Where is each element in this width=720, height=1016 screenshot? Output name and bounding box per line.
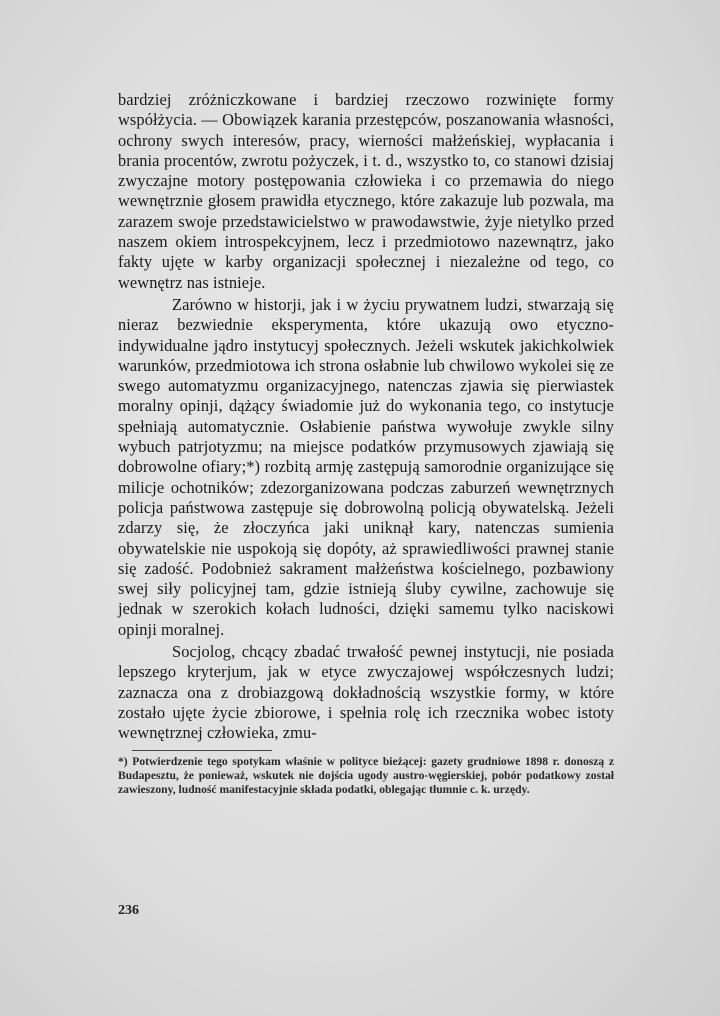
paragraph-2: Zarówno w historji, jak i w życiu prywatnem ludzi, stwarzają się nieraz bezwiednie eksperymenta, które ukazują owo etyczno-indywidualne jądro instytucyj społecznych. Jeżeli wskutek jakichkolwiek warunków, przedmiotowa ich strona osłabnie lub chwilowo wykolei się ze swego automatyzmu organizacyjnego, natenczas zjawia się pierwiastek moralny opinji, dążący świadomie już do wykonania tego, co instytucje spełniają automatycznie. Osłabienie państwa wywołuje zwykle silny wybuch patrjotyzmu; na miejsce podatków przymusowych zjawiają się dobrowolne ofiary;*) rozbitą armję zastępują samorodnie organizujące się milicje ochotników; zdezorganizowana podczas zaburzeń wewnętrznych policja państwowa zastępuje się dobrowolną policją obywatelską. Jeżeli zdarzy się, że złoczyńca jaki uniknął kary, natenczas sumienia obywatelskie nie uspokoją się dopóty, aż sprawiedliwości prawnej stanie się zadość. Podobnież sakrament małżeństwa kościelnego, pozbawiony swej siły policyjnej tam, gdzie istnieją śluby cywilne, zachowuje się jednak w szerokich kołach ludności, dzięki samemu tylko naciskowi opinji moralnej. [118,294,614,639]
page-text-block [118,90,614,797]
page-number: 236 [118,903,139,918]
footnote: *) Potwierdzenie tego spotykam właśnie w polityce bieżącej: gazety grudniowe 1898 r. donoszą z Budapesztu, że ponieważ, wskutek nie dojścia ugody austro-węgierskiej, pobór podatkowy został zawieszony, ludność manifestacyjnie składa podatki, oblegając tłumnie c. k. urzędy. [118,754,614,796]
paragraph-3: Socjolog, chcący zbadać trwałość pewnej instytucji, nie posiada lepszego kryterjum, jak w etyce zwyczajowej współczesnych ludzi; zaznacza ona z drobiazgową dokładnością wszystkie formy, w które zostało ujęte życie zbiorowe, i spełnia rolę ich rzecznika wobec istoty wewnętrznej człowieka, zmu- [118,642,614,743]
paragraph-1: bardziej zróżniczkowane i bardziej rzeczowo rozwinięte formy współżycia. — Obowiązek karania przestępców, poszanowania własności, ochrony swych interesów, pracy, wierności małżeńskiej, wypłacania i brania procentów, zwrotu pożyczek, i t. d., wszystko to, co stanowi dzisiaj zwyczajne motory postępowania człowieka i co przemawia do niego wewnętrznie głosem prawidła etycznego, które zakazuje lub pozwala, ma zarazem swoje przedstawicielstwo w prawodawstwie, żyje nietylko przed naszem okiem introspekcyjnem, lecz i przedmiotowo nazewnątrz, jako fakty ujęte w karby organizacji społecznej i niezależne od tego, co wewnętrz nas istnieje. [118,90,614,292]
footnote-divider [132,750,272,751]
